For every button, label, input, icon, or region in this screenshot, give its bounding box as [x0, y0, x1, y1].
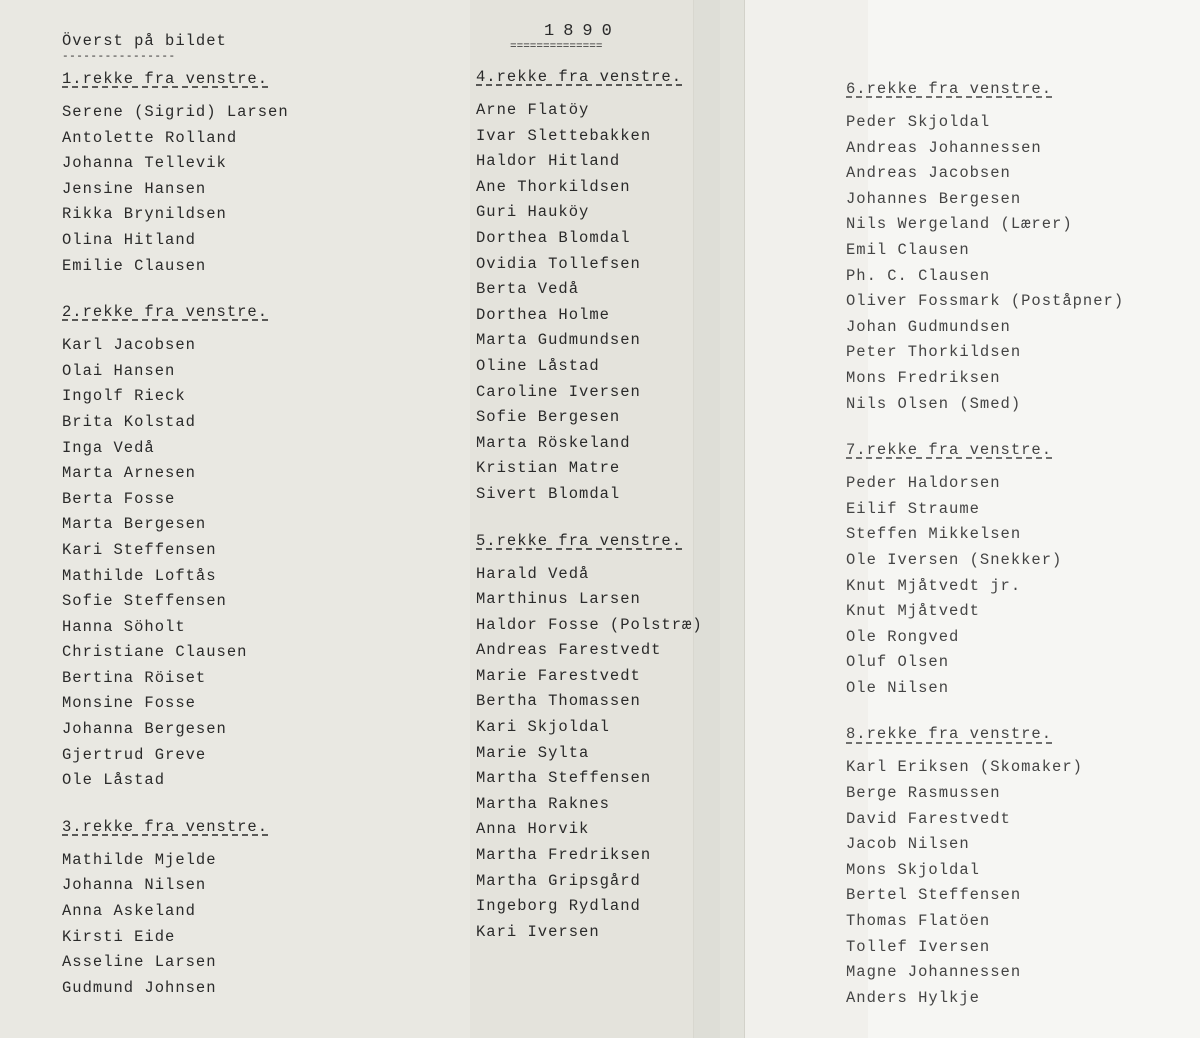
person-name: Emil Clausen — [846, 240, 970, 259]
person-name: Kirsti Eide — [62, 927, 176, 946]
person-name: Dorthea Blomdal — [476, 228, 631, 247]
person-name: Martha Steffensen — [476, 769, 652, 788]
person-name: Ole Iversen (Snekker) — [846, 550, 1063, 569]
row-group — [846, 76, 1124, 417]
person-name: Johannes Bergesen — [846, 189, 1022, 208]
person-name: Oluf Olsen — [846, 653, 950, 672]
person-name: Marta Bergesen — [62, 515, 207, 534]
person-name: Nils Olsen (Smed) — [846, 394, 1022, 413]
row-group — [846, 721, 1124, 1011]
row-heading: 2.rekke fra venstre. — [62, 303, 269, 322]
person-name: Antolette Rolland — [62, 128, 238, 147]
person-name: Monsine Fosse — [62, 694, 196, 713]
person-name: Karl Jacobsen — [62, 336, 196, 355]
person-name: Anna Askeland — [62, 902, 196, 921]
row-heading: 5.rekke fra venstre. — [476, 531, 683, 550]
person-name: Kari Skjoldal — [476, 718, 610, 737]
person-name: Peder Skjoldal — [846, 113, 991, 131]
person-name: Johan Gudmundsen — [846, 317, 1011, 336]
person-name: Rikka Brynildsen — [62, 205, 227, 224]
person-name: Andreas Jacobsen — [846, 164, 1011, 183]
person-name: Dorthea Holme — [476, 305, 610, 324]
person-name: Andreas Johannessen — [846, 138, 1042, 157]
row-group — [476, 64, 703, 508]
person-name: Brita Kolstad — [62, 412, 196, 431]
person-name: Peter Thorkildsen — [846, 343, 1022, 362]
person-name: Serene (Sigrid) Larsen — [62, 103, 289, 121]
person-name: Ane Thorkildsen — [476, 177, 631, 196]
row-heading: 8.rekke fra venstre. — [846, 725, 1053, 744]
person-name: Martha Raknes — [476, 794, 610, 813]
person-name: Asseline Larsen — [62, 953, 217, 972]
person-name: Christiane Clausen — [62, 643, 248, 662]
person-name: Harald Vedå — [476, 564, 590, 583]
person-name: Anna Horvik — [476, 820, 590, 839]
person-name: Mathilde Loftås — [62, 566, 217, 585]
person-name: Mathilde Mjelde — [62, 850, 217, 869]
person-name: Olina Hitland — [62, 230, 196, 249]
row-heading: 3.rekke fra venstre. — [62, 817, 269, 836]
column-3 — [846, 76, 1124, 1011]
person-name: Steffen Mikkelsen — [846, 525, 1022, 544]
person-name: Ole Låstad — [62, 771, 166, 790]
row-group — [476, 528, 703, 946]
person-name: Mons Fredriksen — [846, 368, 1001, 387]
year-rule: ============== — [510, 41, 603, 53]
row-heading: 7.rekke fra venstre. — [846, 441, 1053, 460]
person-name: Marthinus Larsen — [476, 590, 641, 609]
person-name: Jacob Nilsen — [846, 835, 970, 854]
person-name: Sivert Blomdal — [476, 484, 621, 503]
person-name: Emilie Clausen — [62, 256, 207, 275]
person-name: Guri Hauköy — [476, 203, 590, 222]
person-name: Bertina Röiset — [62, 668, 207, 687]
person-name: Oliver Fossmark (Poståpner) — [846, 292, 1125, 311]
person-name: Mons Skjoldal — [846, 860, 980, 879]
person-name: Haldor Fosse (Polstræ) — [476, 615, 703, 634]
person-name: Bertel Steffensen — [846, 886, 1022, 905]
person-name: Knut Mjåtvedt jr. — [846, 576, 1022, 595]
person-name: Eilif Straume — [846, 499, 980, 518]
person-name: Bertha Thomassen — [476, 692, 641, 711]
year-title: 1890 — [544, 22, 621, 41]
person-name: Peder Haldorsen — [846, 474, 1001, 493]
person-name: Johanna Bergesen — [62, 720, 227, 739]
person-name: Inga Vedå — [62, 438, 155, 457]
column-2 — [476, 22, 703, 945]
person-name: Jensine Hansen — [62, 179, 207, 198]
row-heading: 6.rekke fra venstre. — [846, 80, 1053, 98]
person-name: Ingeborg Rydland — [476, 897, 641, 916]
person-name: Marta Röskeland — [476, 433, 631, 452]
person-name: Karl Eriksen (Skomaker) — [846, 758, 1083, 777]
person-name: Marie Farestvedt — [476, 666, 641, 685]
person-name: Berta Vedå — [476, 280, 580, 299]
person-name: Oline Låstad — [476, 356, 600, 375]
person-name: Martha Fredriksen — [476, 846, 652, 865]
person-name: Andreas Farestvedt — [476, 641, 662, 660]
column-1 — [62, 30, 289, 1001]
person-name: Ingolf Rieck — [62, 387, 186, 406]
person-name: Kristian Matre — [476, 459, 621, 478]
top-label: Överst på bildet — [62, 32, 227, 50]
person-name: Marta Arnesen — [62, 464, 196, 483]
person-name: Haldor Hitland — [476, 152, 621, 171]
row-group — [62, 66, 289, 279]
person-name: Kari Steffensen — [62, 540, 217, 559]
person-name: Sofie Bergesen — [476, 408, 621, 427]
row-group — [62, 299, 289, 794]
person-name: Olai Hansen — [62, 361, 176, 380]
person-name: Kari Iversen — [476, 922, 600, 941]
person-name: Tollef Iversen — [846, 937, 991, 956]
person-name: Gudmund Johnsen — [62, 978, 217, 997]
person-name: Caroline Iversen — [476, 382, 641, 401]
person-name: Thomas Flatöen — [846, 912, 991, 931]
person-name: Hanna Söholt — [62, 617, 186, 636]
person-name: Marie Sylta — [476, 743, 590, 762]
row-group — [62, 814, 289, 1002]
person-name: Magne Johannessen — [846, 963, 1022, 982]
top-label-rule: ---------------- — [62, 51, 176, 63]
person-name: Ivar Slettebakken — [476, 126, 652, 145]
person-name: Ovidia Tollefsen — [476, 254, 641, 273]
person-name: Johanna Nilsen — [62, 876, 207, 895]
person-name: Ole Rongved — [846, 627, 960, 646]
person-name: Arne Flatöy — [476, 101, 590, 119]
person-name: Gjertrud Greve — [62, 745, 207, 764]
person-name: Martha Gripsgård — [476, 871, 641, 890]
row-heading: 1.rekke fra venstre. — [62, 70, 269, 88]
person-name: Marta Gudmundsen — [476, 331, 641, 350]
row-group — [846, 437, 1124, 701]
person-name: Berta Fosse — [62, 489, 176, 508]
row-heading: 4.rekke fra venstre. — [476, 68, 683, 86]
person-name: David Farestvedt — [846, 809, 1011, 828]
person-name: Anders Hylkje — [846, 988, 980, 1007]
person-name: Johanna Tellevik — [62, 154, 227, 173]
person-name: Ph. C. Clausen — [846, 266, 991, 285]
person-name: Sofie Steffensen — [62, 592, 227, 611]
person-name: Nils Wergeland (Lærer) — [846, 215, 1073, 234]
person-name: Knut Mjåtvedt — [846, 602, 980, 621]
person-name: Ole Nilsen — [846, 678, 950, 697]
person-name: Berge Rasmussen — [846, 784, 1001, 803]
